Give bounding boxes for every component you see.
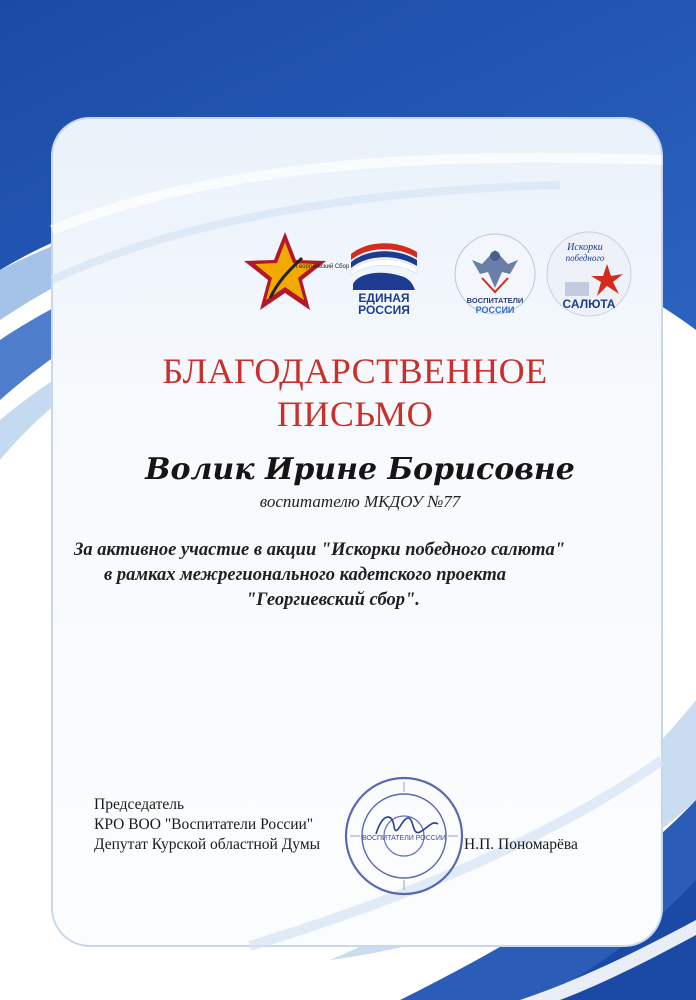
signer-name: Н.П. Пономарёва xyxy=(464,836,578,853)
iskorki-salyuta-logo xyxy=(545,230,633,318)
reason-line-3: "Георгиевский сбор". xyxy=(246,590,420,610)
title-line-1: БЛАГОДАРСТВЕННОЕ xyxy=(162,351,548,391)
georgievsky-sbor-logo xyxy=(240,228,350,316)
signature-line-2: КРО ВОО "Воспитатели России" xyxy=(94,816,314,833)
reason-line-1: За активное участие в акции "Искорки победного салюта" xyxy=(74,540,566,560)
pobednogo-text: победного xyxy=(565,253,605,263)
signature-line-1: Председатель xyxy=(94,796,185,813)
georgievsky-sbor-text: Георгиевский Сбор xyxy=(296,264,350,270)
edinaya-rossiya-logo xyxy=(343,234,425,316)
iskorki-text: Искорки xyxy=(567,242,603,253)
official-stamp xyxy=(342,774,466,898)
handwritten-signature xyxy=(376,817,438,834)
edinaya-text: ЕДИНАЯ xyxy=(358,291,410,305)
recipient-name: Волик Ирине Борисовне xyxy=(145,452,575,487)
stamp-center-text: ВОСПИТАТЕЛИ РОССИИ xyxy=(362,835,446,842)
recipient-position: воспитателю МКДОУ №77 xyxy=(259,492,461,511)
salyuta-text: САЛЮТА xyxy=(562,297,616,311)
vospitateli-rossii-logo xyxy=(452,230,538,318)
reason-line-2: в рамках межрегионального кадетского проекта xyxy=(104,565,506,585)
signature-line-3: Депутат Курской областной Думы xyxy=(94,836,321,853)
logos-row xyxy=(240,228,640,320)
rossii-text: РОССИИ xyxy=(475,305,515,315)
rossiya-text: РОССИЯ xyxy=(358,303,410,317)
title-line-2: ПИСЬМО xyxy=(276,394,434,434)
vospitateli-text: ВОСПИТАТЕЛИ xyxy=(466,296,524,305)
